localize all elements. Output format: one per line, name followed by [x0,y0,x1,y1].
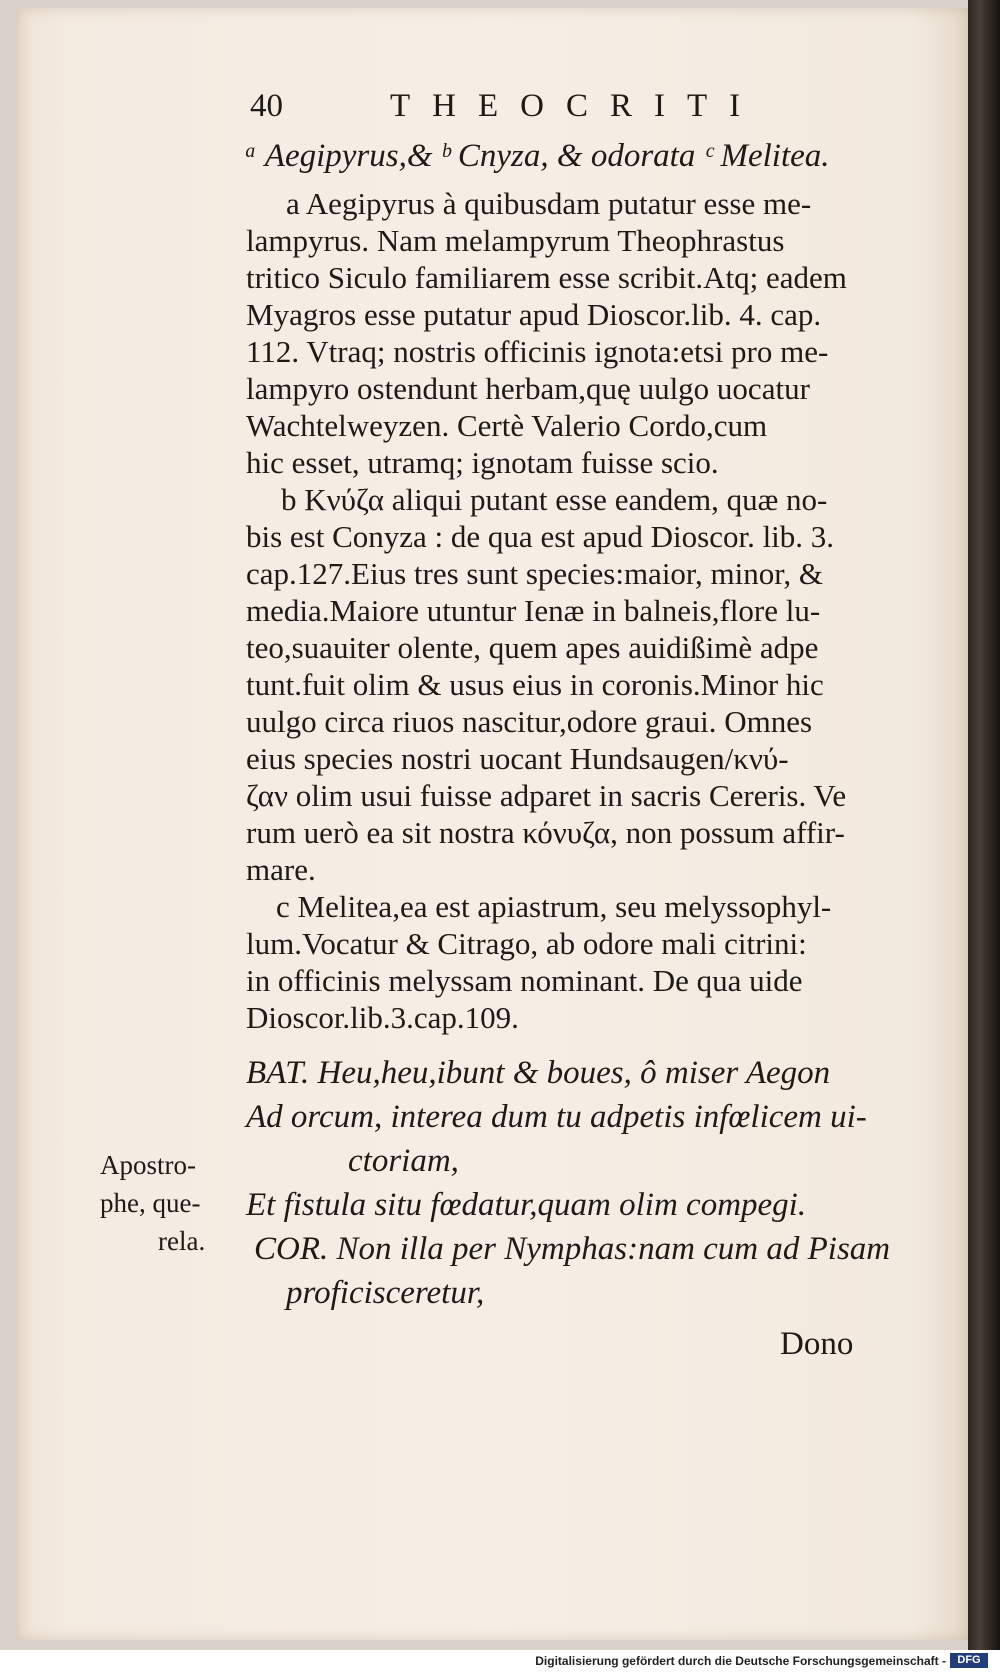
text-line: c Melitea,ea est apiastrum, seu melyssophyl- [276,889,832,924]
funding-credit: Digitalisierung gefördert durch die Deutsche Forschungsgemeinschaft - [535,1654,946,1668]
text-line: teo,suauiter olente, quem apes auidißimè adpe [246,630,819,665]
text-line: ᵃ Aegipyrus,& ᵇ Cnyza, & odorata ᶜ Melitea. [244,138,830,174]
text-line: bis est Conyza : de qua est apud Dioscor. lib. 3. [246,519,835,554]
text-line: ζαν olim usui fuisse adparet in sacris Cereris. Ve [246,778,847,813]
dfg-logo: DFG [950,1653,988,1668]
text-line: eius species nostri uocant Hundsaugen/κνύ- [246,741,789,776]
text-line: tritico Siculo familiarem esse scribit.Atq; eadem [246,260,847,295]
text-line: a Aegipyrus à quibusdam putatur esse me- [286,186,812,221]
text-line: Myagros esse putatur apud Dioscor.lib. 4. cap. [246,297,822,332]
text-line: Wachtelweyzen. Certè Valerio Cordo,cum [246,408,768,443]
footer-bar [0,1650,1000,1672]
text-line: media.Maiore utuntur Ienæ in balneis,flore lu- [246,593,821,628]
marginal-note-line: rela. [158,1226,206,1256]
text-line: mare. [246,852,316,887]
text-line: hic esset, utramq; ignotam fuisse scio. [246,445,719,480]
marginal-note-line: phe, que- [100,1188,201,1218]
book-spine [968,0,1000,1650]
page-number: 40 [250,88,283,124]
verse-line: COR. Non illa per Nymphas:nam cum ad Pisam [254,1231,891,1267]
text-line: rum uerò ea sit nostra κόνυζα, non possum affir- [246,815,845,850]
marginal-note-line: Apostro- [100,1150,196,1180]
verse-line: ctoriam, [348,1143,459,1179]
running-head: THEOCRITI [390,88,763,124]
text-line: tunt.fuit olim & usus eius in coronis.Minor hic [246,667,824,702]
book-page [18,8,968,1640]
verse-line: proficisceretur, [286,1275,485,1311]
text-line: 112. Vtraq; nostris officinis ignota:etsi pro me- [246,334,829,369]
catchword: Dono [780,1326,854,1362]
text-line: lum.Vocatur & Citrago, ab odore mali citrini: [246,926,807,961]
text-line: b Κνύζα aliqui putant esse eandem, quæ no- [281,482,828,517]
text-line: lampyrus. Nam melampyrum Theophrastus [246,223,785,258]
text-line: uulgo circa riuos nascitur,odore graui. Omnes [246,704,813,739]
text-line: lampyro ostendunt herbam,quę uulgo uocatur [246,371,810,406]
verse-line: Ad orcum, interea dum tu adpetis infœlicem ui- [246,1099,867,1135]
text-line: in officinis melyssam nominant. De qua uide [246,963,803,998]
text-line: Dioscor.lib.3.cap.109. [246,1000,519,1035]
verse-line: BAT. Heu,heu,ibunt & boues, ô miser Aegon [246,1055,831,1091]
text-line: cap.127.Eius tres sunt species:maior, minor, & [246,556,823,591]
verse-line: Et fistula situ fœdatur,quam olim compegi. [246,1187,807,1223]
